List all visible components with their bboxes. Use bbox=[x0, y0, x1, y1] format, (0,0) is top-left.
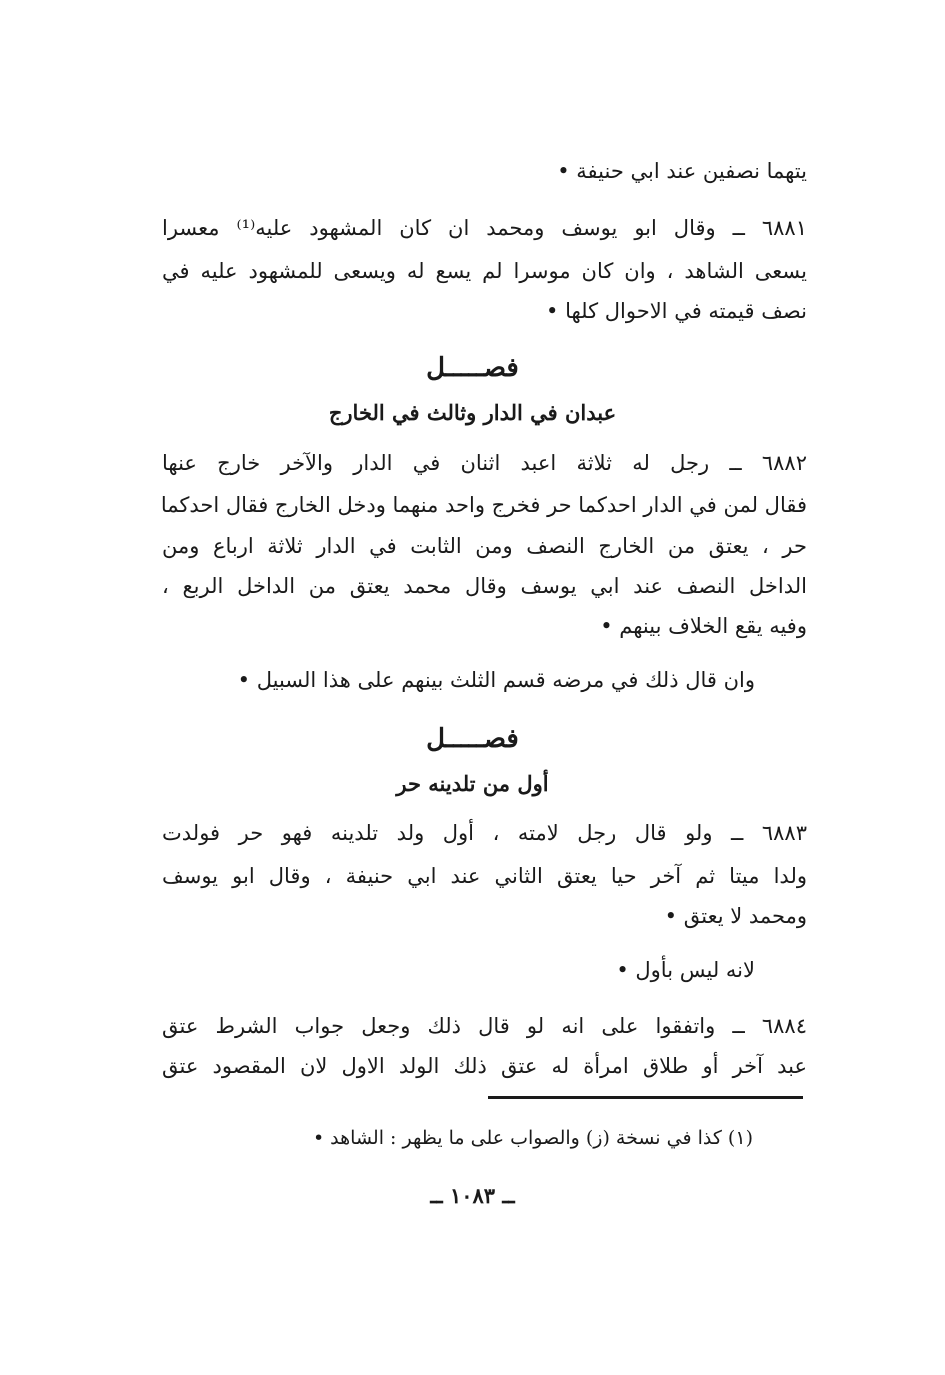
section-subheading: أول من تلدينه حر bbox=[396, 771, 549, 796]
page-number: ــ ١٠٨٣ ــ bbox=[430, 1183, 515, 1208]
paragraph-6883-line-3: ومحمد لا يعتق • bbox=[664, 904, 807, 928]
paragraph-6883-line-2: ولدا ميتا ثم آخر حيا يعتق الثاني عند ابي حنيفة ، وقال ابو يوسف bbox=[162, 864, 807, 888]
paragraph-6881-line-2: يسعى الشاهد ، وان كان موسرا لم يسع له ويسعى للمشهود عليه في bbox=[162, 259, 807, 283]
paragraph-6882-line-2: فقال لمن في الدار احدكما حر فخرج واحد منهما ودخل الخارج فقال احدكما bbox=[160, 493, 807, 517]
paragraph-continuation: وان قال ذلك في مرضه قسم الثلث بينهم على هذا السبيل • bbox=[237, 668, 755, 692]
paragraph-6881-line-3: نصف قيمته في الاحوال كلها • bbox=[546, 299, 807, 323]
paragraph-6881-line-1: ٦٨٨١ ــ وقال ابو يوسف ومحمد ان كان المشهود عليه⁽¹⁾ معسرا bbox=[162, 216, 807, 240]
paragraph-continuation: لانه ليس بأول • bbox=[616, 958, 755, 982]
section-heading: فصـــــل bbox=[426, 353, 519, 383]
section-subheading: عبدان في الدار وثالث في الخارج bbox=[328, 400, 617, 425]
paragraph-6882-line-4: الداخل النصف عند ابي يوسف وقال محمد يعتق من الداخل الربع ، bbox=[162, 574, 807, 598]
section-heading: فصـــــل bbox=[426, 724, 519, 754]
paragraph-6884-line-1: ٦٨٨٤ ــ واتفقوا على انه لو قال ذلك وجعل جواب الشرط عتق bbox=[162, 1014, 807, 1038]
paragraph-6882-line-5: وفيه يقع الخلاف بينهم • bbox=[600, 614, 807, 638]
footnote: (١) كذا في نسخة (ز) والصواب على ما يظهر : الشاهد • bbox=[312, 1127, 753, 1149]
paragraph-6883-line-1: ٦٨٨٣ ــ ولو قال رجل لامته ، أول ولد تلدينه فهو حر فولدت bbox=[162, 821, 807, 845]
paragraph-6882-line-3: حر ، يعتق من الخارج النصف ومن الثابت في الدار ثلاثة ارباع ومن bbox=[162, 534, 807, 558]
paragraph-6882-line-1: ٦٨٨٢ ــ رجل له ثلاثة اعبد اثنان في الدار والآخر خارج عنها bbox=[162, 451, 807, 475]
paragraph-6884-line-2: عبد آخر أو طلاق امرأة له عتق ذلك الولد الاول لان المقصود عتق bbox=[162, 1054, 807, 1078]
text-line: يتهما نصفين عند ابي حنيفة • bbox=[557, 159, 807, 183]
footnote-divider bbox=[488, 1096, 803, 1099]
